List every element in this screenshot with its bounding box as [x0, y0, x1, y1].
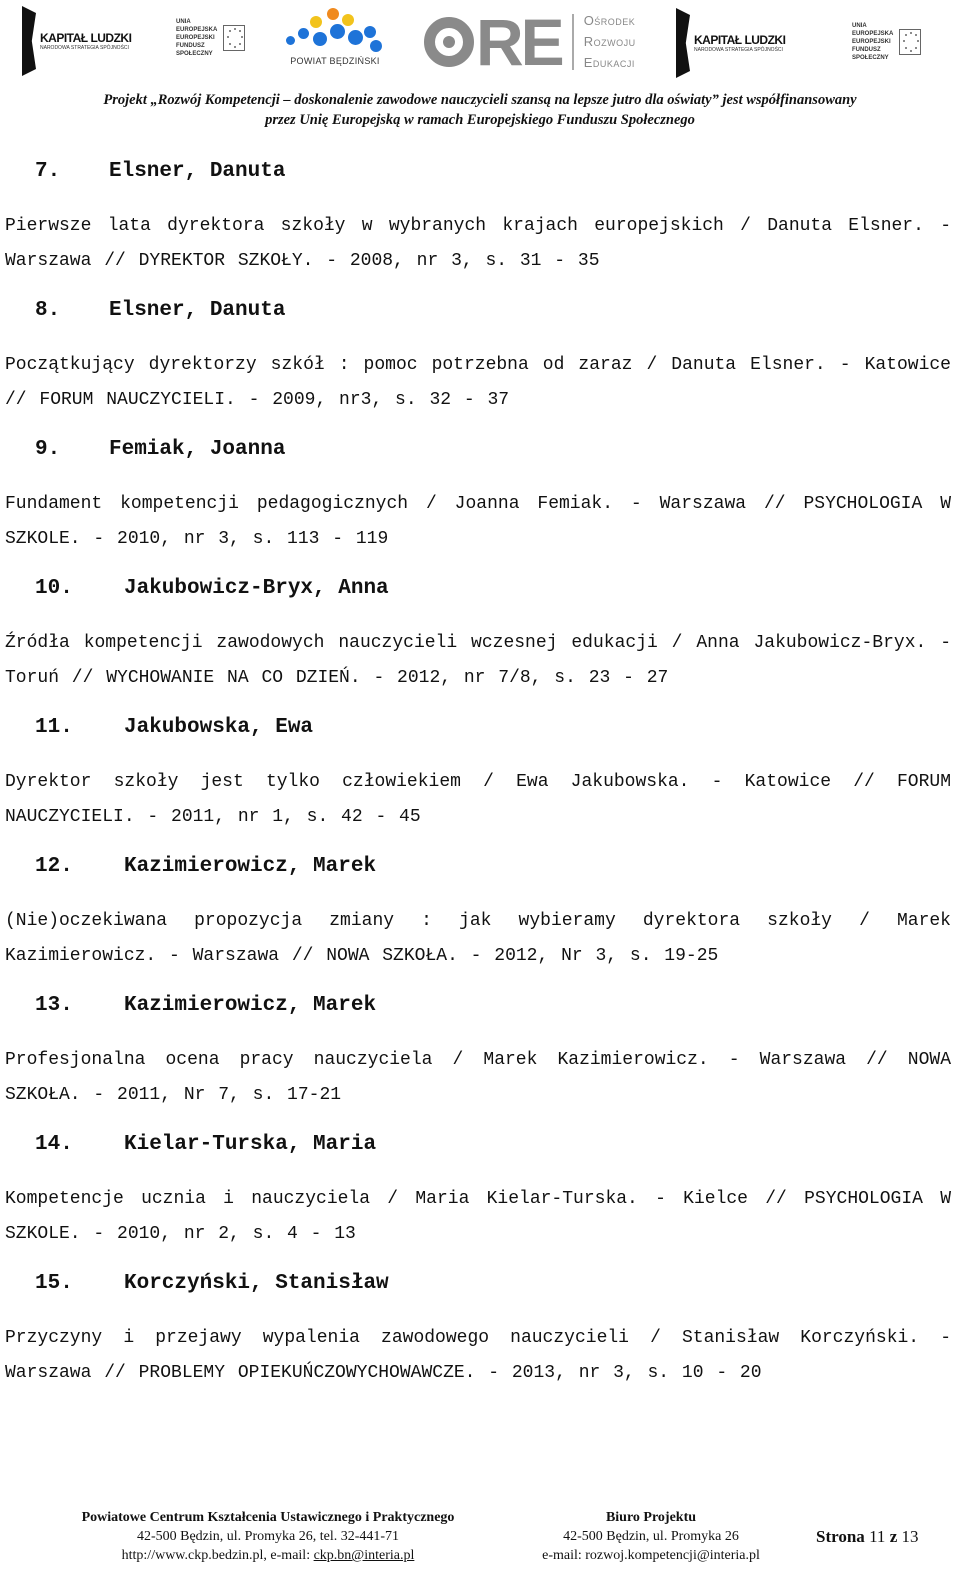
- footer-org-email-link[interactable]: ckp.bn@interia.pl: [313, 1548, 415, 1563]
- entry-heading: [5, 850, 951, 884]
- entry-number: 10.: [35, 577, 73, 600]
- entry-number: 9.: [35, 438, 61, 461]
- kapital-ludzki-logo-2: [676, 8, 785, 78]
- ore-word: Rozwoju: [583, 34, 636, 49]
- list-item: [5, 1128, 951, 1252]
- ue-logo-text: UNIA EUROPEJSKA EUROPEJSKI FUNDUSZ SPOŁECZNY: [176, 19, 218, 57]
- banner-line-1: Projekt „Rozwój Kompetencji – doskonalenie zawodowe nauczycieli szansą na lepsze jutro dla oświaty” jest współfinansowany: [103, 92, 857, 108]
- ore-mark: RE: [476, 4, 562, 79]
- entry-heading: [5, 155, 951, 189]
- eu-flag-icon: [899, 29, 921, 55]
- entry-heading: [5, 572, 951, 606]
- entry-heading: [5, 1128, 951, 1162]
- page-footer: [0, 1508, 960, 1568]
- entry-number: 14.: [35, 1133, 73, 1156]
- entry-author: Kazimierowicz, Marek: [124, 994, 377, 1017]
- entry-author: Femiak, Joanna: [109, 438, 286, 461]
- page-current: 11: [869, 1527, 886, 1546]
- entry-number: 15.: [35, 1272, 73, 1295]
- footer-office-title: Biuro Projektu: [605, 1510, 697, 1525]
- ore-circle-icon: [424, 17, 474, 67]
- flag-icon: [22, 6, 36, 76]
- entry-citation: Pierwsze lata dyrektora szkoły w wybranych krajach europejskich / Danuta Elsner. - Warszawa // DYREKTOR SZKOŁY. - 2008, nr 3, s. 31 - 35: [5, 216, 951, 271]
- list-item: [5, 989, 951, 1113]
- page-label: Strona: [816, 1527, 865, 1546]
- entry-citation: Profesjonalna ocena pracy nauczyciela / Marek Kazimierowicz. - Warszawa // NOWA SZKOŁA. - 2011, Nr 7, s. 17-21: [5, 1050, 951, 1105]
- dots-icon: [280, 6, 390, 56]
- footer-organization: [20, 1508, 516, 1565]
- ue-logo-2: [852, 22, 921, 62]
- entry-citation: Kompetencje ucznia i nauczyciela / Maria Kielar-Turska. - Kielce // PSYCHOLOGIA W SZKOLE. - 2010, nr 2, s. 4 - 13: [5, 1189, 951, 1244]
- entry-author: Korczyński, Stanisław: [124, 1272, 389, 1295]
- bibliography-list: [5, 155, 951, 1406]
- ore-word: Ośrodek: [583, 13, 636, 28]
- list-item: [5, 572, 951, 696]
- footer-org-address: 42-500 Będzin, ul. Promyka 26, tel. 32-441-71: [136, 1529, 400, 1544]
- ore-word: Edukacji: [583, 55, 635, 70]
- entry-citation: Źródła kompetencji zawodowych nauczycieli wczesnej edukacji / Anna Jakubowicz-Bryx. - Toruń // WYCHOWANIE NA CO DZIEŃ. - 2012, nr 7/8, s. 23 - 27: [5, 633, 951, 688]
- ore-logo: [424, 4, 636, 79]
- list-item: [5, 711, 951, 835]
- entry-author: Elsner, Danuta: [109, 160, 286, 183]
- kapital-ludzki-title: KAPITAŁ LUDZKI: [40, 30, 132, 45]
- kapital-ludzki-logo: [22, 6, 131, 76]
- entry-citation: Przyczyny i przejawy wypalenia zawodowego nauczycieli / Stanisław Korczyński. - Warszawa // PROBLEMY OPIEKUŃCZOWYCHOWAWCZE. - 2013, nr 3, s. 10 - 20: [5, 1328, 951, 1383]
- entry-author: Kazimierowicz, Marek: [124, 855, 377, 878]
- entry-heading: [5, 711, 951, 745]
- entry-citation: (Nie)oczekiwana propozycja zmiany : jak wybieramy dyrektora szkoły / Marek Kazimierowicz. - Warszawa // NOWA SZKOŁA. - 2012, Nr 3, s. 19-25: [5, 911, 951, 966]
- list-item: [5, 1267, 951, 1391]
- list-item: [5, 850, 951, 974]
- footer-org-web[interactable]: http://www.ckp.bedzin.pl, e-mail:: [121, 1548, 314, 1563]
- powiat-logo-text: POWIAT BĘDZIŃSKI: [290, 56, 380, 66]
- entry-heading: [5, 433, 951, 467]
- page-sep: z: [889, 1527, 898, 1546]
- entry-heading: [5, 294, 951, 328]
- entry-author: Jakubowska, Ewa: [124, 716, 314, 739]
- entry-heading: [5, 1267, 951, 1301]
- ore-words: [584, 10, 636, 73]
- list-item: [5, 433, 951, 557]
- footer-office-email[interactable]: e-mail: rozwoj.kompetencji@interia.pl: [542, 1548, 760, 1563]
- banner-line-2: przez Unię Europejską w ramach Europejskiego Funduszu Społecznego: [265, 112, 695, 128]
- kapital-ludzki-title: KAPITAŁ LUDZKI: [694, 32, 786, 47]
- ore-separator: [572, 14, 574, 70]
- entry-author: Elsner, Danuta: [109, 299, 286, 322]
- flag-icon: [676, 8, 690, 78]
- list-item: [5, 294, 951, 418]
- entry-number: 8.: [35, 299, 61, 322]
- entry-number: 11.: [35, 716, 73, 739]
- footer-project-office: [510, 1508, 792, 1565]
- entry-number: 13.: [35, 994, 73, 1017]
- footer-office-address: 42-500 Będzin, ul. Promyka 26: [563, 1529, 739, 1544]
- list-item: [5, 155, 951, 279]
- footer-org-name: Powiatowe Centrum Kształcenia Ustawicznego i Praktycznego: [81, 1510, 455, 1525]
- entry-citation: Początkujący dyrektorzy szkół : pomoc potrzebna od zaraz / Danuta Elsner. - Katowice // FORUM NAUCZYCIELI. - 2009, nr3, s. 32 - 37: [5, 355, 951, 410]
- header-logo-bar: [0, 0, 960, 86]
- project-banner: [0, 90, 960, 130]
- kapital-ludzki-subtitle: NARODOWA STRATEGIA SPÓJNOŚCI: [40, 44, 129, 51]
- entry-number: 7.: [35, 160, 61, 183]
- entry-heading: [5, 989, 951, 1023]
- entry-author: Jakubowicz-Bryx, Anna: [124, 577, 389, 600]
- entry-number: 12.: [35, 855, 73, 878]
- ue-logo: [176, 18, 245, 58]
- powiat-bedzinski-logo: [280, 6, 390, 66]
- ue-logo-text: UNIA EUROPEJSKA EUROPEJSKI FUNDUSZ SPOŁECZNY: [852, 23, 894, 61]
- page-number: [816, 1527, 918, 1546]
- page-total: 13: [901, 1527, 919, 1546]
- entry-citation: Dyrektor szkoły jest tylko człowiekiem / Ewa Jakubowska. - Katowice // FORUM NAUCZYCIELI. - 2011, nr 1, s. 42 - 45: [5, 772, 951, 827]
- eu-flag-icon: [223, 25, 245, 51]
- entry-author: Kielar-Turska, Maria: [124, 1133, 377, 1156]
- kapital-ludzki-subtitle: NARODOWA STRATEGIA SPÓJNOŚCI: [694, 46, 783, 53]
- entry-citation: Fundament kompetencji pedagogicznych / Joanna Femiak. - Warszawa // PSYCHOLOGIA W SZKOLE. - 2010, nr 3, s. 113 - 119: [5, 494, 951, 549]
- footer-org-contact: [20, 1546, 516, 1565]
